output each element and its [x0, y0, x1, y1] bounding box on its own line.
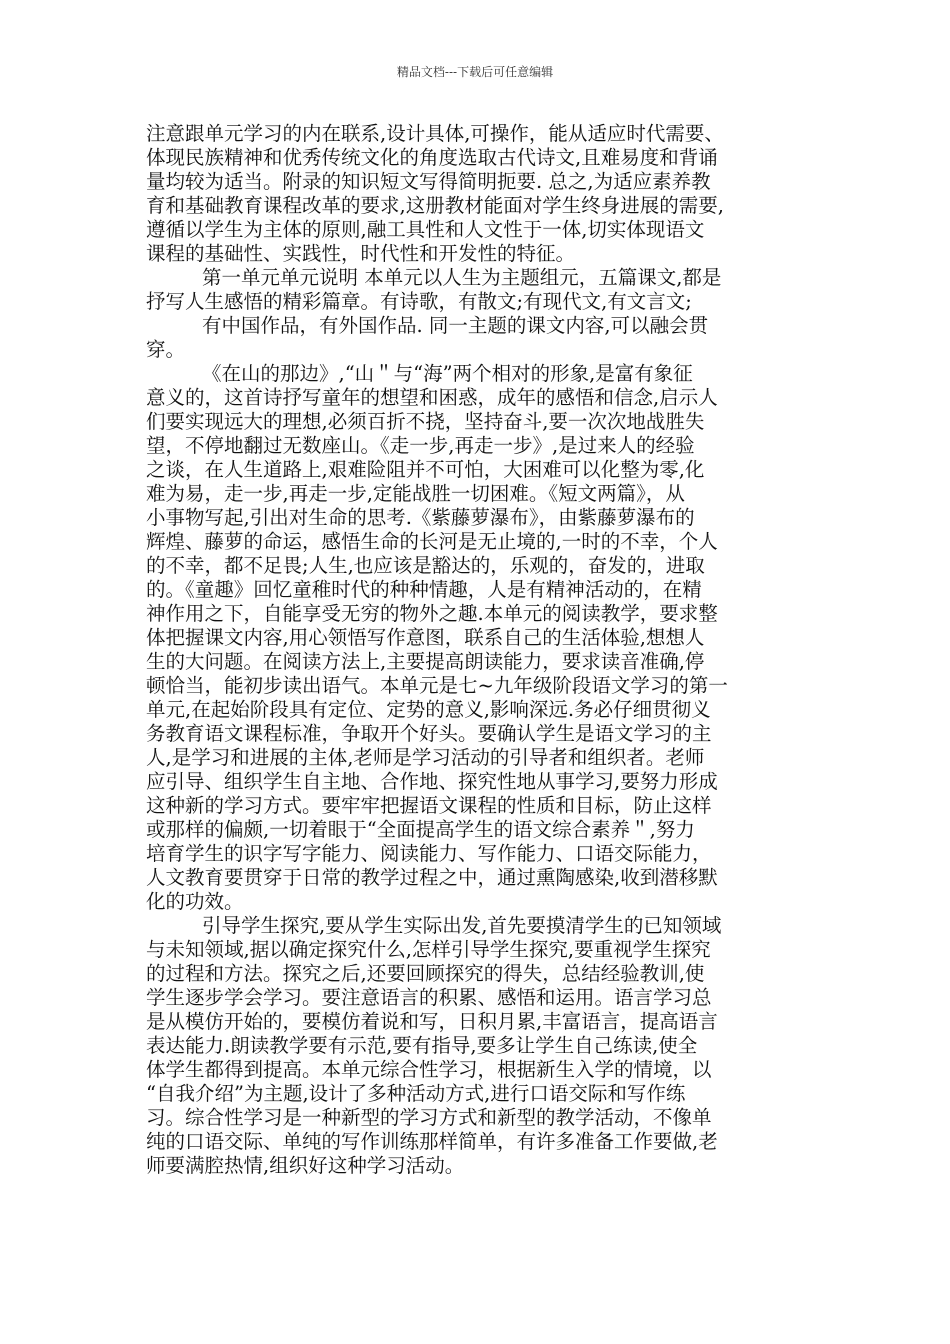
- text-line: 《在山的那边》,“山＂与“海”两个相对的形象,是富有象征: [202, 362, 693, 385]
- text-line: 务教育语文课程标准，争取开个好头。要确认学生是语文学习的主: [146, 722, 712, 745]
- text-line: 体学生都得到提高。本单元综合性学习，根据新生入学的情境，以: [146, 1058, 712, 1081]
- text-line: 生的大问题。在阅读方法上,主要提高朗读能力，要求读音准确,停: [146, 650, 705, 673]
- text-line: 注意跟单元学习的内在联系,设计具体,可操作，能从适应时代需要、: [146, 122, 724, 145]
- text-line: 引导学生探究,要从学生实际出发,首先要摸清学生的已知领域: [202, 914, 722, 937]
- text-line: 之谈，在人生道路上,艰难险阻并不可怕，大困难可以化整为零,化: [146, 458, 705, 481]
- text-line: 体现民族精神和优秀传统文化的角度选取古代诗文,且难易度和背诵: [146, 146, 718, 169]
- text-line: 这种新的学习方式。要牢牢把握语文课程的性质和目标，防止这样: [146, 794, 712, 817]
- text-line: 与未知领域,据以确定探究什么,怎样引导学生探究,要重视学生探究: [146, 938, 711, 961]
- text-line: 育和基础教育课程改革的要求,这册教材能面对学生终身进展的需要,: [146, 194, 724, 217]
- text-line: 化的功效。: [146, 890, 244, 913]
- text-line: 们要实现远大的理想,必须百折不挠，坚持奋斗,要一次次地战胜失: [146, 410, 705, 433]
- text-line: 是从模仿开始的，要模仿着说和写，日积月累,丰富语言，提高语言: [146, 1010, 718, 1033]
- text-line: 第一单元单元说明 本单元以人生为主题组元，五篇课文,都是: [202, 266, 722, 289]
- text-line: 学生逐步学会学习。要注意语言的积累、感悟和运用。语言学习总: [146, 986, 712, 1009]
- text-line: 体把握课文内容,用心领悟写作意图，联系自己的生活体验,想想人: [146, 626, 705, 649]
- text-line: “自我介绍”为主题,设计了多种活动方式,进行口语交际和写作练: [146, 1082, 686, 1105]
- text-line: 人文教育要贯穿于日常的教学过程之中，通过熏陶感染,收到潜移默: [146, 866, 718, 889]
- text-line: 遵循以学生为主体的原则,融工具性和人文性于一体,切实体现语文: [146, 218, 705, 241]
- page-header: 精品文档---下载后可任意编辑: [396, 65, 554, 79]
- text-line: 培育学生的识字写字能力、阅读能力、写作能力、口语交际能力，: [146, 842, 712, 865]
- text-line: 习。综合性学习是一种新型的学习方式和新型的教学活动，不像单: [146, 1106, 712, 1129]
- text-line: 神作用之下，自能享受无穷的物外之趣.本单元的阅读教学，要求整: [146, 602, 718, 625]
- text-line: 或那样的偏颇,一切着眼于“全面提高学生的语文综合素养＂,努力: [146, 818, 695, 841]
- text-line: 穿。: [146, 338, 186, 361]
- text-line: 量均较为适当。附录的知识短文写得简明扼要. 总之,为适应素养教: [146, 170, 711, 193]
- text-line: 望，不停地翻过无数座山。《走一步,再走一步》,是过来人的经验: [146, 434, 695, 457]
- text-line: 纯的口语交际、单纯的写作训练那样简单，有许多准备工作要做,老: [146, 1130, 718, 1153]
- text-line: 的不幸，都不足畏;人生,也应该是豁达的，乐观的，奋发的，进取: [146, 554, 705, 577]
- text-line: 单元,在起始阶段具有定位、定势的意义,影响深远.务必仔细贯彻义: [146, 698, 711, 721]
- text-line: 应引导、组织学生自主地、合作地、探究性地从事学习,要努力形成: [146, 770, 718, 793]
- text-line: 意义的，这首诗抒写童年的想望和困惑，成年的感悟和信念,启示人: [146, 386, 718, 409]
- text-line: 表达能力.朗读教学要有示范,要有指导,要多让学生自己练读,使全: [146, 1034, 698, 1057]
- text-line: 的。《童趣》回忆童稚时代的种种情趣，人是有精神活动的，在精: [146, 578, 702, 601]
- text-line: 顿恰当，能初步读出语气。本单元是七~九年级阶段语文学习的第一: [146, 674, 728, 697]
- text-line: 人,是学习和进展的主体,老师是学习活动的引导者和组织者。老师: [146, 746, 705, 769]
- text-line: 辉煌、藤萝的命运，感悟生命的长河是无止境的,一时的不幸，个人: [146, 530, 718, 553]
- text-line: 的过程和方法。探究之后,还要回顾探究的得失，总结经验教训,使: [146, 962, 705, 985]
- text-line: 难为易，走一步,再走一步,定能战胜一切困难。《短文两篇》，从: [146, 482, 685, 505]
- text-line: 有中国作品，有外国作品. 同一主题的课文内容,可以融会贯: [202, 314, 709, 337]
- document-body: [146, 122, 812, 1178]
- text-line: 课程的基础性、实践性，时代性和开发性的特征。: [146, 242, 576, 265]
- text-line: 抒写人生感悟的精彩篇章。有诗歌，有散文;有现代文,有文言文;: [146, 290, 692, 313]
- text-line: 师要满腔热情,组织好这种学习活动。: [146, 1154, 465, 1177]
- text-line: 小事物写起,引出对生命的思考.《紫藤萝瀑布》，由紫藤萝瀑布的: [146, 506, 695, 529]
